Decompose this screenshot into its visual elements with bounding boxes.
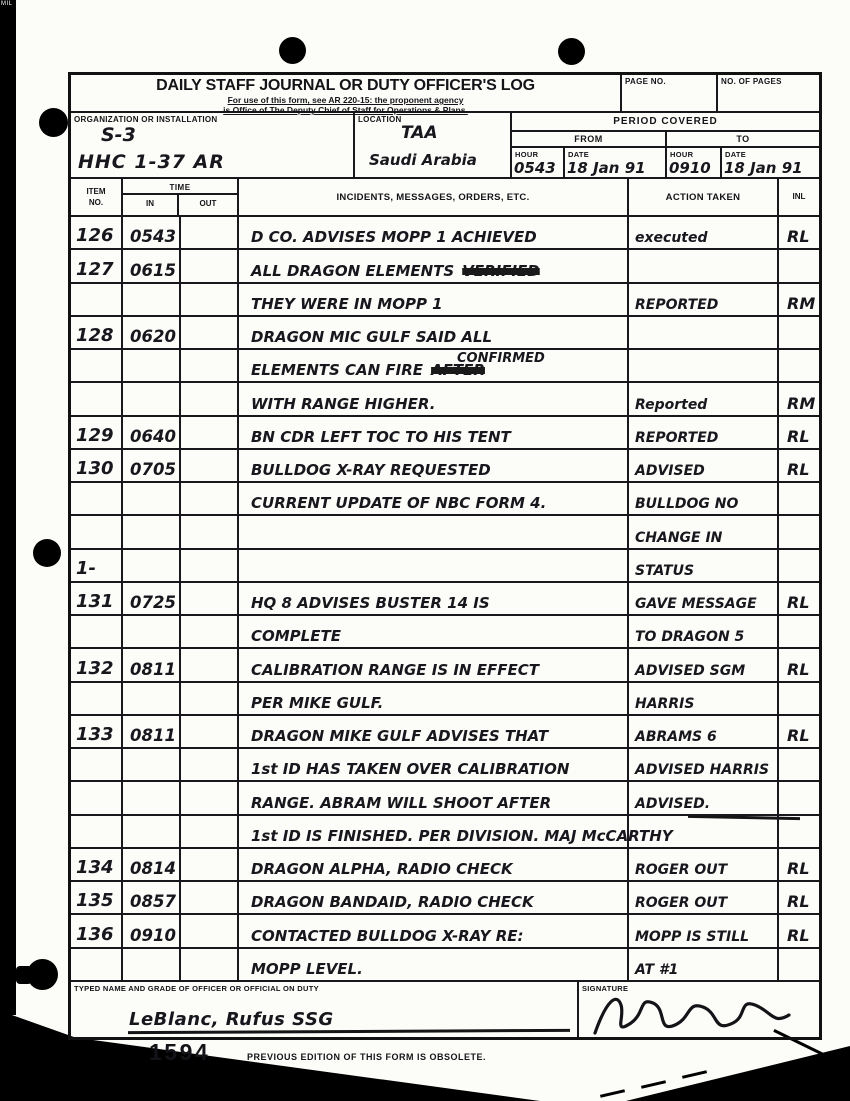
obsolete-note: PREVIOUS EDITION OF THIS FORM IS OBSOLETE. — [247, 1052, 487, 1062]
period-from-to-row — [512, 132, 819, 148]
journal-cell-time-out — [181, 683, 239, 716]
journal-cell-time-in — [123, 749, 181, 782]
journal-cell-incident: ALL DRAGON ELEMENTS VERIFIED — [239, 250, 629, 283]
column-header-item-no — [71, 179, 123, 215]
journal-cell-incident: CURRENT UPDATE OF NBC FORM 4. — [239, 483, 629, 516]
journal-cell-item-no — [71, 383, 123, 416]
journal-cell-time-in: 0725 — [123, 583, 181, 616]
journal-cell-initials: RM — [779, 284, 819, 317]
journal-cell-item-no: 128 — [71, 317, 123, 350]
journal-cell-incident: ELEMENTS CAN FIRE AFTER CONFIRMED — [239, 350, 629, 383]
page-no-field — [622, 75, 718, 111]
journal-cell-time-out — [181, 284, 239, 317]
item-label-line1: ITEM — [86, 187, 106, 196]
location-value-line1: TAA — [401, 123, 438, 143]
journal-cell-time-out — [181, 716, 239, 749]
journal-cell-time-out — [181, 250, 239, 283]
journal-cell-action-taken: AT #1 — [629, 949, 779, 982]
punch-hole-icon — [16, 966, 32, 984]
form-info-band — [71, 113, 819, 179]
journal-cell-time-in — [123, 383, 181, 416]
form-subtitle-line1: For use of this form, see AR 220-15: the proponent agency — [227, 95, 464, 105]
form-subtitle-line2: is Office of The Deputy Chief of Staff for Operations & Plans. — [223, 105, 468, 116]
journal-cell-time-in: 0620 — [123, 317, 181, 350]
journal-cell-item-no: 130 — [71, 450, 123, 483]
journal-cell-incident: 1st ID HAS TAKEN OVER CALIBRATION — [239, 749, 629, 782]
date-label: DATE — [568, 150, 590, 159]
to-hour-value: 0910 — [669, 159, 711, 177]
journal-cell-item-no — [71, 616, 123, 649]
form-title: DAILY STAFF JOURNAL OR DUTY OFFICER'S LOG — [156, 77, 535, 94]
journal-cell-item-no: 1- — [71, 550, 123, 583]
journal-cell-action-taken — [629, 317, 779, 350]
scan-dash-mark — [600, 1089, 625, 1098]
to-hour-field — [667, 148, 722, 177]
organization-field — [71, 113, 355, 177]
journal-cell-incident: BULLDOG X-RAY REQUESTED — [239, 450, 629, 483]
inserted-word-above: CONFIRMED — [457, 351, 545, 366]
journal-cell-item-no: 126 — [71, 217, 123, 250]
journal-cell-item-no: 127 — [71, 250, 123, 283]
journal-cell-initials — [779, 816, 819, 849]
period-from-label: FROM — [512, 132, 667, 146]
journal-cell-time-out — [181, 915, 239, 948]
journal-cell-time-in: 0615 — [123, 250, 181, 283]
journal-cell-incident: DRAGON ALPHA, RADIO CHECK — [239, 849, 629, 882]
journal-cell-time-out — [181, 949, 239, 982]
from-hour-field — [512, 148, 565, 177]
punch-hole-icon — [33, 539, 61, 567]
scan-corner-mark: MIL — [1, 1, 13, 7]
journal-cell-initials: RL — [779, 915, 819, 948]
period-covered-label: PERIOD COVERED — [512, 113, 819, 132]
journal-cell-item-no — [71, 949, 123, 982]
journal-cell-time-in — [123, 616, 181, 649]
date-label: DATE — [725, 150, 747, 159]
journal-cell-time-out — [181, 550, 239, 583]
journal-cell-item-no — [71, 683, 123, 716]
hour-label: HOUR — [670, 150, 694, 159]
column-header-action-taken: ACTION TAKEN — [629, 179, 779, 215]
time-out-label: OUT — [199, 199, 217, 208]
journal-cell-action-taken: GAVE MESSAGE — [629, 583, 779, 616]
journal-cell-time-out — [181, 217, 239, 250]
journal-cell-time-in — [123, 350, 181, 383]
location-field — [355, 113, 512, 177]
journal-cell-time-out — [181, 516, 239, 549]
typed-name-label: TYPED NAME AND GRADE OF OFFICER OR OFFICIAL ON DUTY — [74, 984, 319, 993]
journal-cell-action-taken: ADVISED HARRIS — [629, 749, 779, 782]
journal-cell-action-taken: ABRAMS 6 — [629, 716, 779, 749]
struck-out-word: AFTER — [431, 361, 485, 380]
journal-cell-action-taken: ROGER OUT — [629, 882, 779, 915]
journal-cell-incident: BN CDR LEFT TOC TO HIS TENT — [239, 417, 629, 450]
journal-cell-time-in — [123, 683, 181, 716]
signature-scribble — [587, 989, 797, 1041]
journal-cell-action-taken: ADVISED — [629, 450, 779, 483]
journal-cell-item-no — [71, 782, 123, 815]
journal-cell-action-taken: STATUS — [629, 550, 779, 583]
scan-shadow-bottom-right — [626, 1046, 850, 1101]
page-no-label: PAGE NO. — [625, 77, 666, 86]
hour-label: HOUR — [515, 150, 539, 159]
journal-cell-action-taken — [629, 250, 779, 283]
journal-cell-item-no: 132 — [71, 649, 123, 682]
journal-cell-time-in: 0910 — [123, 915, 181, 948]
journal-cell-item-no — [71, 816, 123, 849]
journal-cell-time-in: 0811 — [123, 716, 181, 749]
journal-cell-time-in — [123, 483, 181, 516]
da-form-1594 — [68, 72, 822, 1040]
journal-cell-time-in: 0543 — [123, 217, 181, 250]
from-hour-value: 0543 — [514, 159, 556, 177]
column-header-time — [123, 179, 239, 215]
journal-cell-incident: MOPP LEVEL. — [239, 949, 629, 982]
journal-cell-initials — [779, 350, 819, 383]
signature-field — [579, 982, 819, 1037]
journal-cell-action-taken: executed — [629, 217, 779, 250]
journal-cell-incident: DRAGON MIC GULF SAID ALL — [239, 317, 629, 350]
journal-cell-action-taken: ADVISED SGM — [629, 649, 779, 682]
journal-cell-time-in: 0705 — [123, 450, 181, 483]
time-in-label: IN — [123, 195, 179, 215]
struck-out-word: VERIFIED — [462, 261, 540, 280]
journal-cell-item-no: 129 — [71, 417, 123, 450]
location-value-line2: Saudi Arabia — [369, 151, 477, 169]
journal-cell-time-in — [123, 550, 181, 583]
journal-cell-incident: WITH RANGE HIGHER. — [239, 383, 629, 416]
journal-cell-item-no — [71, 749, 123, 782]
period-covered-field — [512, 113, 819, 177]
journal-cell-time-in: 0811 — [123, 649, 181, 682]
journal-cell-item-no — [71, 516, 123, 549]
journal-cell-action-taken: TO DRAGON 5 — [629, 616, 779, 649]
scan-edge-bar — [0, 0, 16, 1015]
journal-cell-action-taken: REPORTED — [629, 284, 779, 317]
typed-name-value: LeBlanc, Rufus SSG — [129, 1009, 334, 1030]
journal-cell-time-out — [181, 849, 239, 882]
journal-cell-time-out — [181, 616, 239, 649]
journal-cell-initials: RL — [779, 217, 819, 250]
journal-cell-action-taken: Reported — [629, 383, 779, 416]
journal-cell-time-in — [123, 816, 181, 849]
from-date-field — [565, 148, 667, 177]
journal-cell-action-taken: BULLDOG NO — [629, 483, 779, 516]
journal-cell-action-taken — [629, 350, 779, 383]
journal-cell-item-no — [71, 483, 123, 516]
column-header-initials: INL — [792, 192, 806, 201]
journal-cell-initials — [779, 317, 819, 350]
journal-cell-initials — [779, 616, 819, 649]
item-label-line2: NO. — [88, 198, 104, 208]
journal-cell-item-no: 135 — [71, 882, 123, 915]
journal-cell-initials — [779, 749, 819, 782]
journal-cell-action-taken: MOPP IS STILL — [629, 915, 779, 948]
column-header-incidents: INCIDENTS, MESSAGES, ORDERS, ETC. — [239, 179, 629, 215]
journal-cell-initials — [779, 949, 819, 982]
journal-cell-initials: RL — [779, 649, 819, 682]
journal-cell-initials: RM — [779, 383, 819, 416]
journal-cell-incident: DRAGON BANDAID, RADIO CHECK — [239, 882, 629, 915]
journal-cell-item-no — [71, 350, 123, 383]
journal-cell-initials — [779, 683, 819, 716]
journal-cell-time-out — [181, 417, 239, 450]
journal-cell-time-out — [181, 882, 239, 915]
journal-cell-time-in: 0814 — [123, 849, 181, 882]
location-label: LOCATION — [358, 115, 402, 124]
journal-cell-incident: CALIBRATION RANGE IS IN EFFECT — [239, 649, 629, 682]
journal-cell-initials: RL — [779, 450, 819, 483]
journal-body — [71, 217, 819, 982]
journal-cell-item-no: 133 — [71, 716, 123, 749]
journal-cell-initials — [779, 483, 819, 516]
journal-cell-initials — [779, 550, 819, 583]
journal-cell-action-taken: REPORTED — [629, 417, 779, 450]
journal-cell-incident — [239, 516, 629, 549]
journal-cell-time-in — [123, 782, 181, 815]
time-in-out-row — [123, 195, 237, 215]
journal-cell-initials: RL — [779, 849, 819, 882]
journal-cell-incident: THEY WERE IN MOPP 1 — [239, 284, 629, 317]
journal-cell-item-no: 134 — [71, 849, 123, 882]
journal-cell-incident: COMPLETE — [239, 616, 629, 649]
journal-cell-incident: DRAGON MIKE GULF ADVISES THAT — [239, 716, 629, 749]
journal-cell-time-out — [181, 749, 239, 782]
no-of-pages-field — [718, 75, 819, 111]
form-footer-band — [71, 982, 819, 1037]
scan-dash-mark — [641, 1080, 666, 1089]
no-of-pages-label: NO. OF PAGES — [721, 77, 782, 86]
time-label: TIME — [123, 179, 237, 195]
journal-cell-initials: RL — [779, 882, 819, 915]
journal-cell-time-out — [181, 782, 239, 815]
journal-cell-item-no: 136 — [71, 915, 123, 948]
journal-cell-time-out — [181, 450, 239, 483]
period-to-label: TO — [736, 134, 750, 144]
journal-cell-time-out — [181, 383, 239, 416]
period-hour-date-row — [512, 148, 819, 177]
journal-cell-time-in — [123, 949, 181, 982]
punch-hole-icon — [558, 38, 585, 65]
punch-hole-icon — [279, 37, 306, 64]
journal-cell-time-out — [181, 483, 239, 516]
journal-cell-time-out — [181, 583, 239, 616]
signature-label: SIGNATURE — [582, 984, 629, 993]
organization-value-line2: HHC 1-37 AR — [78, 151, 225, 173]
journal-cell-time-out — [181, 317, 239, 350]
to-date-field — [722, 148, 819, 177]
journal-cell-incident: PER MIKE GULF. — [239, 683, 629, 716]
journal-cell-incident: 1st ID IS FINISHED. PER DIVISION. MAJ McCARTHY — [239, 816, 629, 849]
journal-cell-initials: RL — [779, 716, 819, 749]
journal-cell-action-taken: ADVISED. — [629, 782, 779, 815]
journal-cell-initials — [779, 782, 819, 815]
journal-cell-initials: RL — [779, 417, 819, 450]
journal-cell-incident: CONTACTED BULLDOG X-RAY RE: — [239, 915, 629, 948]
column-header-row — [71, 179, 819, 217]
journal-cell-time-out — [181, 816, 239, 849]
journal-cell-action-taken: ROGER OUT — [629, 849, 779, 882]
form-title-band — [71, 75, 819, 116]
journal-cell-incident — [239, 550, 629, 583]
journal-cell-initials — [779, 516, 819, 549]
journal-cell-incident: HQ 8 ADVISES BUSTER 14 IS — [239, 583, 629, 616]
journal-cell-item-no: 131 — [71, 583, 123, 616]
journal-cell-incident: D CO. ADVISES MOPP 1 ACHIEVED — [239, 217, 629, 250]
journal-cell-incident: RANGE. ABRAM WILL SHOOT AFTER — [239, 782, 629, 815]
punch-hole-icon — [39, 108, 68, 137]
journal-cell-action-taken: CHANGE IN — [629, 516, 779, 549]
journal-cell-initials: RL — [779, 583, 819, 616]
journal-cell-time-out — [181, 350, 239, 383]
form-number: 1594 — [149, 1039, 211, 1065]
from-date-value: 18 Jan 91 — [567, 159, 646, 177]
journal-cell-time-in: 0640 — [123, 417, 181, 450]
journal-cell-time-in: 0857 — [123, 882, 181, 915]
to-date-value: 18 Jan 91 — [724, 159, 803, 177]
journal-cell-time-out — [181, 649, 239, 682]
organization-value-line1: S-3 — [101, 124, 136, 146]
journal-cell-time-in — [123, 516, 181, 549]
journal-cell-initials — [779, 250, 819, 283]
scan-dash-mark — [682, 1070, 707, 1079]
journal-cell-time-in — [123, 284, 181, 317]
journal-cell-item-no — [71, 284, 123, 317]
organization-label: ORGANIZATION OR INSTALLATION — [74, 115, 218, 124]
journal-cell-action-taken: HARRIS — [629, 683, 779, 716]
form-title-cell — [71, 75, 622, 116]
typed-name-field — [71, 982, 579, 1037]
